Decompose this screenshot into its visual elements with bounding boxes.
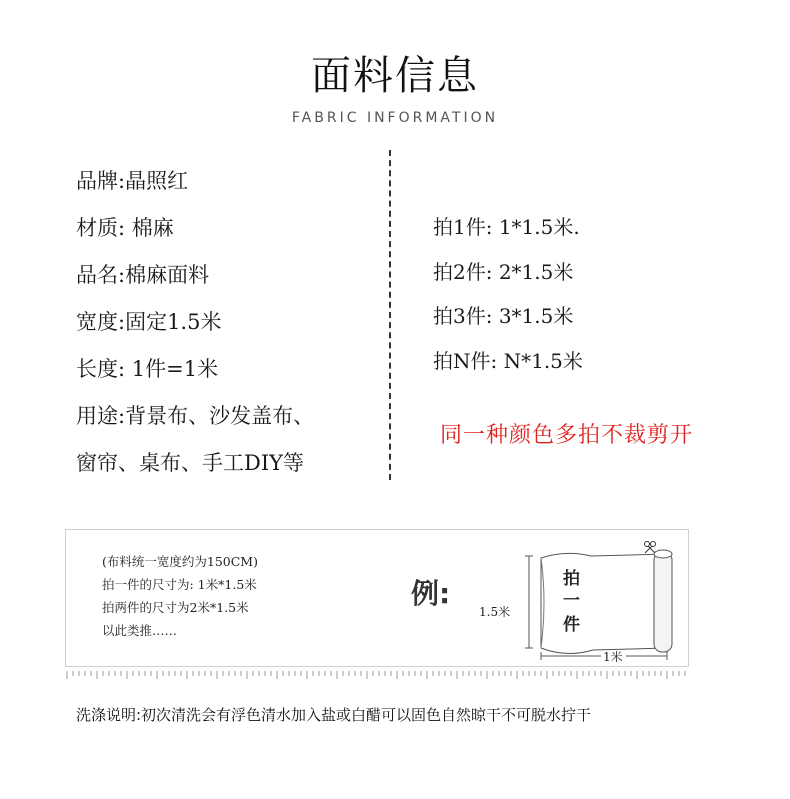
fabric-text-mid: 一 (563, 591, 580, 611)
order-rules (433, 208, 583, 386)
fabric-roll-diagram (471, 536, 681, 664)
fabric-text-top: 拍 (563, 569, 580, 589)
page-subtitle: FABRIC INFORMATION (291, 110, 499, 126)
order-rule-1: 拍1件: 1*1.5米. (433, 215, 580, 239)
example-panel (65, 529, 689, 667)
no-cut-notice: 同一种颜色多拍不裁剪开 (440, 423, 694, 448)
example-line-width: (布料统一宽度约为150CM) (102, 554, 258, 569)
order-rule-n: 拍N件: N*1.5米 (433, 348, 583, 373)
spec-usage-cont: 窗帘、桌布、手工DIY等 (76, 451, 304, 475)
example-line-one: 拍一件的尺寸为: 1米*1.5米 (102, 577, 257, 592)
spec-brand: 品牌:晶照红 (76, 169, 189, 193)
example-label: 例: (411, 577, 451, 610)
order-rule-2: 拍2件: 2*1.5米 (433, 259, 574, 284)
scissors-icon (645, 542, 656, 554)
spec-length: 长度: 1件=1米 (76, 357, 219, 381)
fabric-text-bottom: 件 (563, 615, 580, 635)
spec-material: 材质: 棉麻 (76, 216, 174, 240)
example-line-etc: 以此类推…… (102, 623, 178, 638)
order-rule-3: 拍3件: 3*1.5米 (433, 304, 574, 328)
page-title: 面料信息 (311, 53, 479, 99)
width-label: 1米 (603, 650, 623, 664)
example-text (102, 552, 258, 644)
spec-usage: 用途:背景布、沙发盖布、 (76, 404, 315, 428)
ruler-decoration (65, 671, 689, 681)
example-line-two: 拍两件的尺寸为2米*1.5米 (102, 600, 249, 615)
spec-list (76, 162, 314, 491)
spec-width: 宽度:固定1.5米 (76, 310, 222, 334)
height-label: 1.5米 (479, 605, 511, 619)
washing-instructions: 洗涤说明:初次清洗会有浮色清水加入盐或白醋可以固色自然晾干不可脱水拧干 (76, 706, 592, 724)
dashed-divider (389, 150, 391, 480)
spec-product-name: 品名:棉麻面料 (76, 263, 210, 287)
